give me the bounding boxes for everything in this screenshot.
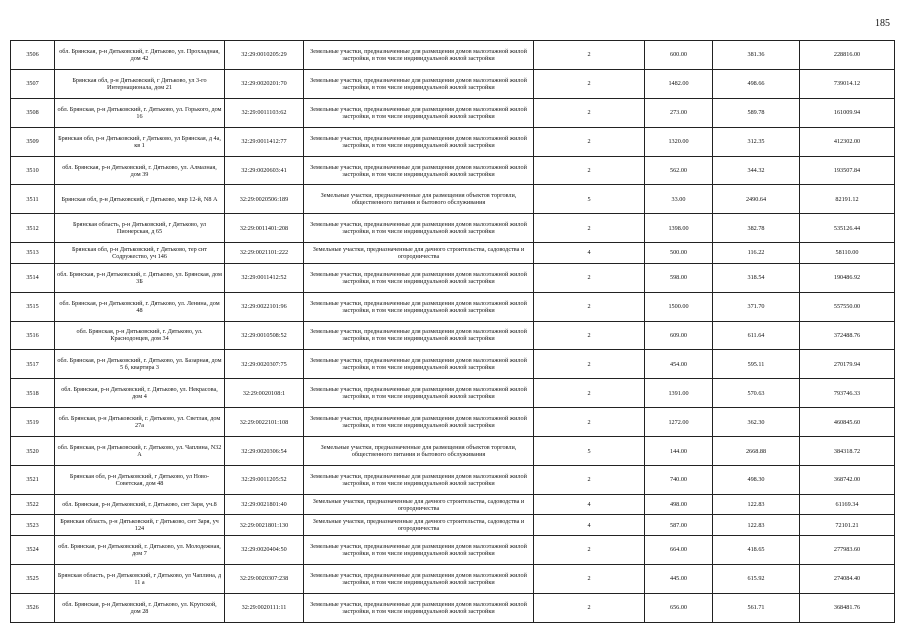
table-row bbox=[11, 437, 895, 466]
address-cell: обл. Брянская, р-н Дятьковский, г. Дятьково, ул. Ленина, дом 48 bbox=[55, 292, 225, 321]
cadastral-value-cell: 161009.94 bbox=[800, 98, 895, 127]
row-number: 3517 bbox=[11, 350, 55, 379]
area-cell: 1482.00 bbox=[645, 69, 713, 98]
cadastral-number-cell: 32:29:0020108:1 bbox=[225, 379, 304, 408]
area-cell: 500.00 bbox=[645, 243, 713, 264]
address-cell: обл. Брянская, р-н Дятьковский, г. Дятьково, ул. Прохладная, дом 42 bbox=[55, 41, 225, 70]
address-cell: Брянская обл, р-н Дятьковский, г Дятьково, тер снт Содружество, уч 146 bbox=[55, 243, 225, 264]
table-row bbox=[11, 292, 895, 321]
cadastral-number-cell: 32:29:0011412:52 bbox=[225, 263, 304, 292]
cadastral-value-cell: 193507.84 bbox=[800, 156, 895, 185]
specific-value-cell: 344.32 bbox=[713, 156, 800, 185]
table-row bbox=[11, 185, 895, 214]
area-cell: 498.00 bbox=[645, 494, 713, 515]
cadastral-number-cell: 32:29:0010205:29 bbox=[225, 41, 304, 70]
cadastral-value-cell: 72101.21 bbox=[800, 515, 895, 536]
category-cell: 5 bbox=[534, 185, 645, 214]
cadastral-value-cell: 460845.60 bbox=[800, 408, 895, 437]
row-number: 3523 bbox=[11, 515, 55, 536]
table-row bbox=[11, 593, 895, 622]
address-cell: обл. Брянская, р-н Дятьковский, г. Дятьково, ул. Крупской, дом 28 bbox=[55, 593, 225, 622]
specific-value-cell: 2490.64 bbox=[713, 185, 800, 214]
table-row bbox=[11, 515, 895, 536]
address-cell: обл. Брянская, р-н Дятьковский, г. Дятьково, снт Заря, уч.8 bbox=[55, 494, 225, 515]
specific-value-cell: 570.63 bbox=[713, 379, 800, 408]
category-cell: 2 bbox=[534, 41, 645, 70]
specific-value-cell: 371.70 bbox=[713, 292, 800, 321]
cadastral-value-cell: 228816.00 bbox=[800, 41, 895, 70]
category-cell: 2 bbox=[534, 408, 645, 437]
row-number: 3522 bbox=[11, 494, 55, 515]
cadastral-value-cell: 412302.00 bbox=[800, 127, 895, 156]
address-cell: Брянская обл, р-н Дятьковский, г Дятьково, ул Ново-Советская, дом 48 bbox=[55, 465, 225, 494]
address-cell: обл. Брянская, р-н Дятьковский, г. Дятьково, ул. Алмазная, дом 39 bbox=[55, 156, 225, 185]
specific-value-cell: 312.35 bbox=[713, 127, 800, 156]
cadastral-number-cell: 32:29:0021101:222 bbox=[225, 243, 304, 264]
permitted-use-cell: Земельные участки, предназначенные для размещения объектов торговли, общественного питания и бытового обслуживания bbox=[304, 185, 534, 214]
cadastral-number-cell: 32:29:0011103:62 bbox=[225, 98, 304, 127]
address-cell: обл. Брянская, р-н Дятьковский, г. Дятьково, ул. Чаплина, N32 А bbox=[55, 437, 225, 466]
area-cell: 445.00 bbox=[645, 564, 713, 593]
table-row bbox=[11, 214, 895, 243]
row-number: 3520 bbox=[11, 437, 55, 466]
table-body bbox=[11, 41, 895, 623]
table-row bbox=[11, 263, 895, 292]
address-cell: обл. Брянская, р-н Дятьковский, г. Дятьково, ул. Базарная, дом 5 б, квартира 3 bbox=[55, 350, 225, 379]
cadastral-value-cell: 277983.60 bbox=[800, 535, 895, 564]
address-cell: Брянская область, р-н Дятьковский, г Дятьково, снт Заря, уч 124 bbox=[55, 515, 225, 536]
address-cell: Брянская обл, р-н Дятьковский, г Дятьково, ул Брянская, д 4а, кв 1 bbox=[55, 127, 225, 156]
area-cell: 600.00 bbox=[645, 41, 713, 70]
specific-value-cell: 122.83 bbox=[713, 515, 800, 536]
category-cell: 2 bbox=[534, 127, 645, 156]
specific-value-cell: 611.64 bbox=[713, 321, 800, 350]
permitted-use-cell: Земельные участки, предназначенные для дачного строительства, садоводства и огородничества bbox=[304, 515, 534, 536]
category-cell: 2 bbox=[534, 564, 645, 593]
cadastral-number-cell: 32:29:0021801:130 bbox=[225, 515, 304, 536]
address-cell: обл. Брянская, р-н Дятьковский, г. Дятьково, ул. Горького, дом 16 bbox=[55, 98, 225, 127]
permitted-use-cell: Земельные участки, предназначенные для размещения домов малоэтажной жилой застройки, в том числе индивидуальной жилой застройки bbox=[304, 98, 534, 127]
address-cell: обл. Брянская, р-н Дятьковский, г. Дятьково, ул. Светлая, дом 27а bbox=[55, 408, 225, 437]
row-number: 3508 bbox=[11, 98, 55, 127]
specific-value-cell: 382.78 bbox=[713, 214, 800, 243]
area-cell: 454.00 bbox=[645, 350, 713, 379]
permitted-use-cell: Земельные участки, предназначенные для размещения домов малоэтажной жилой застройки, в том числе индивидуальной жилой застройки bbox=[304, 535, 534, 564]
area-cell: 273.00 bbox=[645, 98, 713, 127]
permitted-use-cell: Земельные участки, предназначенные для размещения домов малоэтажной жилой застройки, в том числе индивидуальной жилой застройки bbox=[304, 465, 534, 494]
cadastral-value-cell: 58110.00 bbox=[800, 243, 895, 264]
area-cell: 664.00 bbox=[645, 535, 713, 564]
permitted-use-cell: Земельные участки, предназначенные для размещения домов малоэтажной жилой застройки, в том числе индивидуальной жилой застройки bbox=[304, 127, 534, 156]
category-cell: 2 bbox=[534, 465, 645, 494]
category-cell: 2 bbox=[534, 214, 645, 243]
permitted-use-cell: Земельные участки, предназначенные для дачного строительства, садоводства и огородничества bbox=[304, 243, 534, 264]
cadastral-value-cell: 557550.00 bbox=[800, 292, 895, 321]
cadastral-value-cell: 793746.33 bbox=[800, 379, 895, 408]
cadastral-value-cell: 739014.12 bbox=[800, 69, 895, 98]
permitted-use-cell: Земельные участки, предназначенные для размещения домов малоэтажной жилой застройки, в том числе индивидуальной жилой застройки bbox=[304, 263, 534, 292]
permitted-use-cell: Земельные участки, предназначенные для размещения домов малоэтажной жилой застройки, в том числе индивидуальной жилой застройки bbox=[304, 350, 534, 379]
table-row bbox=[11, 350, 895, 379]
area-cell: 609.00 bbox=[645, 321, 713, 350]
cadastral-number-cell: 32:29:0020603:41 bbox=[225, 156, 304, 185]
row-number: 3511 bbox=[11, 185, 55, 214]
address-cell: обл. Брянская, р-н Дятьковский, г. Дятьково, ул. Молодежная, дом 7 bbox=[55, 535, 225, 564]
cadastral-number-cell: 32:29:0011205:52 bbox=[225, 465, 304, 494]
cadastral-number-cell: 32:29:0020404:50 bbox=[225, 535, 304, 564]
table-row bbox=[11, 408, 895, 437]
table-row bbox=[11, 494, 895, 515]
table-row bbox=[11, 41, 895, 70]
row-number: 3516 bbox=[11, 321, 55, 350]
row-number: 3513 bbox=[11, 243, 55, 264]
permitted-use-cell: Земельные участки, предназначенные для размещения домов малоэтажной жилой застройки, в том числе индивидуальной жилой застройки bbox=[304, 292, 534, 321]
permitted-use-cell: Земельные участки, предназначенные для размещения домов малоэтажной жилой застройки, в том числе индивидуальной жилой застройки bbox=[304, 321, 534, 350]
row-number: 3521 bbox=[11, 465, 55, 494]
cadastral-value-cell: 372488.76 bbox=[800, 321, 895, 350]
permitted-use-cell: Земельные участки, предназначенные для размещения домов малоэтажной жилой застройки, в том числе индивидуальной жилой застройки bbox=[304, 408, 534, 437]
category-cell: 2 bbox=[534, 292, 645, 321]
table-row bbox=[11, 127, 895, 156]
cadastral-value-cell: 270179.94 bbox=[800, 350, 895, 379]
table-row bbox=[11, 564, 895, 593]
category-cell: 2 bbox=[534, 535, 645, 564]
cadastral-value-cell: 190486.92 bbox=[800, 263, 895, 292]
cadastral-number-cell: 32:29:0020201:70 bbox=[225, 69, 304, 98]
category-cell: 2 bbox=[534, 263, 645, 292]
row-number: 3524 bbox=[11, 535, 55, 564]
cadastral-value-cell: 274084.40 bbox=[800, 564, 895, 593]
cadastral-number-cell: 32:29:0022101:108 bbox=[225, 408, 304, 437]
row-number: 3519 bbox=[11, 408, 55, 437]
cadastral-number-cell: 32:29:0022101:96 bbox=[225, 292, 304, 321]
permitted-use-cell: Земельные участки, предназначенные для размещения домов малоэтажной жилой застройки, в том числе индивидуальной жилой застройки bbox=[304, 214, 534, 243]
permitted-use-cell: Земельные участки, предназначенные для размещения домов малоэтажной жилой застройки, в том числе индивидуальной жилой застройки bbox=[304, 564, 534, 593]
permitted-use-cell: Земельные участки, предназначенные для размещения домов малоэтажной жилой застройки, в том числе индивидуальной жилой застройки bbox=[304, 69, 534, 98]
specific-value-cell: 561.71 bbox=[713, 593, 800, 622]
permitted-use-cell: Земельные участки, предназначенные для размещения домов малоэтажной жилой застройки, в том числе индивидуальной жилой застройки bbox=[304, 379, 534, 408]
table-row bbox=[11, 243, 895, 264]
table-row bbox=[11, 98, 895, 127]
cadastral-number-cell: 32:29:0011401:208 bbox=[225, 214, 304, 243]
cadastral-value-cell: 535126.44 bbox=[800, 214, 895, 243]
category-cell: 2 bbox=[534, 156, 645, 185]
address-cell: Брянская обл, р-н Дятьковский, г Дятьково, ул 3-го Интернационала, дом 21 bbox=[55, 69, 225, 98]
address-cell: обл. Брянская, р-н Дятьковский, г. Дятьково, ул. Брянская, дом 3Б bbox=[55, 263, 225, 292]
row-number: 3514 bbox=[11, 263, 55, 292]
cadastral-number-cell: 32:29:0011412:77 bbox=[225, 127, 304, 156]
specific-value-cell: 381.36 bbox=[713, 41, 800, 70]
area-cell: 144.00 bbox=[645, 437, 713, 466]
table-row bbox=[11, 465, 895, 494]
row-number: 3515 bbox=[11, 292, 55, 321]
row-number: 3507 bbox=[11, 69, 55, 98]
cadastral-value-cell: 61169.34 bbox=[800, 494, 895, 515]
specific-value-cell: 2668.88 bbox=[713, 437, 800, 466]
area-cell: 33.00 bbox=[645, 185, 713, 214]
area-cell: 1391.00 bbox=[645, 379, 713, 408]
address-cell: Брянская обл, р-н Дятьковский, г Дятьково, мкр 12-й, N8 А bbox=[55, 185, 225, 214]
cadastral-number-cell: 32:29:0020506:189 bbox=[225, 185, 304, 214]
area-cell: 1320.00 bbox=[645, 127, 713, 156]
area-cell: 587.00 bbox=[645, 515, 713, 536]
cadastral-value-cell: 384318.72 bbox=[800, 437, 895, 466]
cadastral-value-cell: 368481.76 bbox=[800, 593, 895, 622]
cadastral-number-cell: 32:29:0020307:75 bbox=[225, 350, 304, 379]
category-cell: 2 bbox=[534, 350, 645, 379]
table-row bbox=[11, 69, 895, 98]
specific-value-cell: 595.11 bbox=[713, 350, 800, 379]
category-cell: 4 bbox=[534, 494, 645, 515]
cadastral-number-cell: 32:29:0020111:11 bbox=[225, 593, 304, 622]
permitted-use-cell: Земельные участки, предназначенные для размещения домов малоэтажной жилой застройки, в том числе индивидуальной жилой застройки bbox=[304, 41, 534, 70]
specific-value-cell: 116.22 bbox=[713, 243, 800, 264]
table-row bbox=[11, 156, 895, 185]
specific-value-cell: 318.54 bbox=[713, 263, 800, 292]
permitted-use-cell: Земельные участки, предназначенные для размещения домов малоэтажной жилой застройки, в том числе индивидуальной жилой застройки bbox=[304, 593, 534, 622]
category-cell: 2 bbox=[534, 379, 645, 408]
table-row bbox=[11, 535, 895, 564]
cadastral-value-cell: 368742.00 bbox=[800, 465, 895, 494]
category-cell: 4 bbox=[534, 515, 645, 536]
row-number: 3512 bbox=[11, 214, 55, 243]
category-cell: 2 bbox=[534, 69, 645, 98]
cadastral-value-cell: 82191.12 bbox=[800, 185, 895, 214]
table-row bbox=[11, 321, 895, 350]
specific-value-cell: 589.78 bbox=[713, 98, 800, 127]
row-number: 3525 bbox=[11, 564, 55, 593]
permitted-use-cell: Земельные участки, предназначенные для размещения домов малоэтажной жилой застройки, в том числе индивидуальной жилой застройки bbox=[304, 156, 534, 185]
specific-value-cell: 498.30 bbox=[713, 465, 800, 494]
category-cell: 2 bbox=[534, 98, 645, 127]
area-cell: 740.00 bbox=[645, 465, 713, 494]
specific-value-cell: 122.83 bbox=[713, 494, 800, 515]
area-cell: 598.00 bbox=[645, 263, 713, 292]
area-cell: 1272.00 bbox=[645, 408, 713, 437]
area-cell: 1500.00 bbox=[645, 292, 713, 321]
address-cell: обл. Брянская, р-н Дятьковский, г. Дятьково, ул. Некрасова, дом 4 bbox=[55, 379, 225, 408]
table-row bbox=[11, 379, 895, 408]
cadastral-number-cell: 32:29:0020307:238 bbox=[225, 564, 304, 593]
row-number: 3526 bbox=[11, 593, 55, 622]
permitted-use-cell: Земельные участки, предназначенные для размещения объектов торговли, общественного питания и бытового обслуживания bbox=[304, 437, 534, 466]
category-cell: 4 bbox=[534, 243, 645, 264]
cadastral-number-cell: 32:29:0010508:52 bbox=[225, 321, 304, 350]
specific-value-cell: 362.30 bbox=[713, 408, 800, 437]
row-number: 3509 bbox=[11, 127, 55, 156]
address-cell: Брянская область, р-н Дятьковский, г Дятьково, ул Чаплина, д 11 а bbox=[55, 564, 225, 593]
specific-value-cell: 418.65 bbox=[713, 535, 800, 564]
address-cell: Брянская область, р-н Дятьковский, г Дятьково, ул Пионерская, д 65 bbox=[55, 214, 225, 243]
category-cell: 2 bbox=[534, 593, 645, 622]
page-number: 185 bbox=[875, 18, 890, 29]
area-cell: 562.00 bbox=[645, 156, 713, 185]
area-cell: 656.00 bbox=[645, 593, 713, 622]
land-plots-table bbox=[10, 40, 895, 623]
specific-value-cell: 615.92 bbox=[713, 564, 800, 593]
area-cell: 1398.00 bbox=[645, 214, 713, 243]
row-number: 3518 bbox=[11, 379, 55, 408]
cadastral-number-cell: 32:29:0021801:40 bbox=[225, 494, 304, 515]
category-cell: 5 bbox=[534, 437, 645, 466]
specific-value-cell: 498.66 bbox=[713, 69, 800, 98]
category-cell: 2 bbox=[534, 321, 645, 350]
row-number: 3506 bbox=[11, 41, 55, 70]
cadastral-number-cell: 32:29:0020306:54 bbox=[225, 437, 304, 466]
row-number: 3510 bbox=[11, 156, 55, 185]
permitted-use-cell: Земельные участки, предназначенные для дачного строительства, садоводства и огородничества bbox=[304, 494, 534, 515]
address-cell: обл. Брянская, р-н Дятьковский, г. Дятьково, ул. Краснодонцев, дом 34 bbox=[55, 321, 225, 350]
